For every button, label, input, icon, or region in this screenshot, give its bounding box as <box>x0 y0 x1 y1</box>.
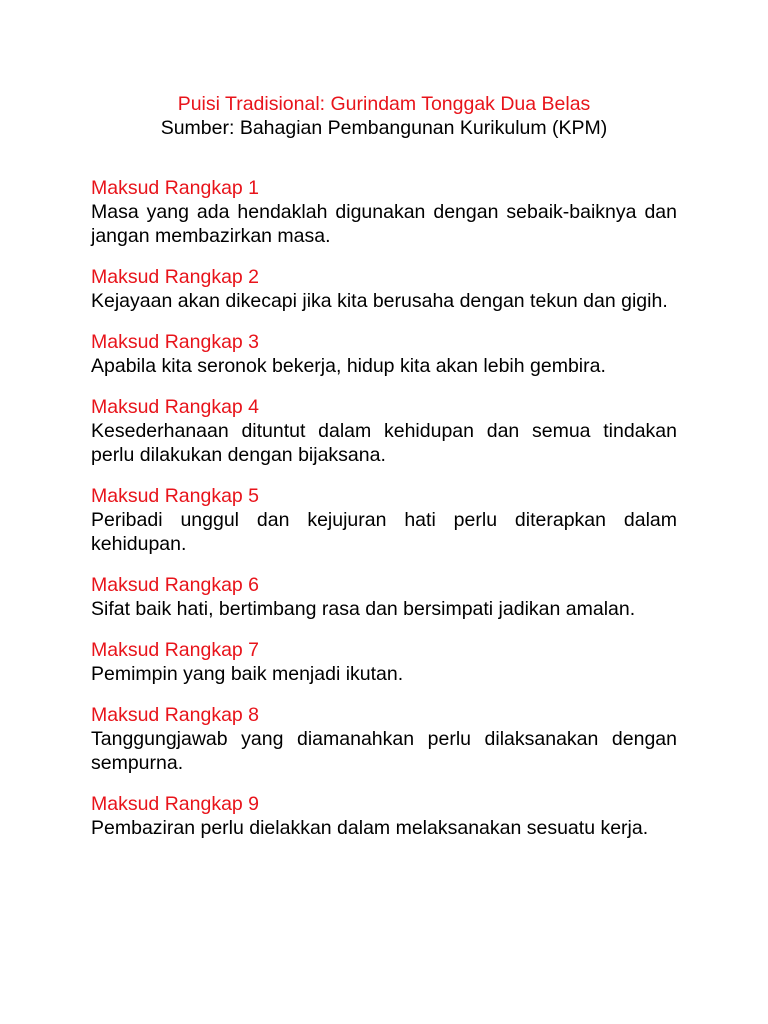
stanza-heading: Maksud Rangkap 6 <box>91 574 260 596</box>
stanza-meaning-1 <box>91 176 677 248</box>
stanza-meaning-text: Apabila kita seronok bekerja, hidup kita akan lebih gembira. <box>91 355 606 377</box>
stanza-meaning-8 <box>91 703 677 775</box>
stanza-heading: Maksud Rangkap 4 <box>91 396 260 418</box>
stanza-heading: Maksud Rangkap 3 <box>91 331 260 353</box>
stanza-meaning-7 <box>91 638 677 686</box>
stanza-meaning-2 <box>91 265 677 313</box>
stanza-heading: Maksud Rangkap 9 <box>91 793 260 815</box>
stanza-meaning-9 <box>91 792 677 840</box>
stanza-meaning-text: Peribadi unggul dan kejujuran hati perlu diterapkan dalam kehidupan. <box>91 509 677 555</box>
document-header <box>0 92 768 140</box>
stanza-meaning-4 <box>91 395 677 467</box>
document-title: Puisi Tradisional: Gurindam Tonggak Dua Belas <box>177 93 591 115</box>
stanza-meaning-text: Pemimpin yang baik menjadi ikutan. <box>91 663 404 685</box>
stanza-heading: Maksud Rangkap 5 <box>91 485 260 507</box>
document-source: Sumber: Bahagian Pembangunan Kurikulum (KPM) <box>160 117 608 139</box>
stanza-heading: Maksud Rangkap 8 <box>91 704 260 726</box>
stanza-heading: Maksud Rangkap 7 <box>91 639 260 661</box>
stanza-meaning-text: Sifat baik hati, bertimbang rasa dan bersimpati jadikan amalan. <box>91 598 636 620</box>
stanza-meaning-text: Kesederhanaan dituntut dalam kehidupan dan semua tindakan perlu dilakukan dengan bijaksana. <box>91 420 677 466</box>
stanza-meaning-text: Masa yang ada hendaklah digunakan dengan sebaik-baiknya dan jangan membazirkan masa. <box>91 201 677 247</box>
stanza-meaning-3 <box>91 330 677 378</box>
stanza-meaning-text: Tanggungjawab yang diamanahkan perlu dilaksanakan dengan sempurna. <box>91 728 677 774</box>
stanza-meaning-text: Pembaziran perlu dielakkan dalam melaksanakan sesuatu kerja. <box>91 817 649 839</box>
stanza-meanings-list <box>91 176 677 857</box>
stanza-meaning-text: Kejayaan akan dikecapi jika kita berusaha dengan tekun dan gigih. <box>91 290 668 312</box>
stanza-meaning-6 <box>91 573 677 621</box>
stanza-heading: Maksud Rangkap 1 <box>91 177 260 199</box>
stanza-heading: Maksud Rangkap 2 <box>91 266 260 288</box>
stanza-meaning-5 <box>91 484 677 556</box>
